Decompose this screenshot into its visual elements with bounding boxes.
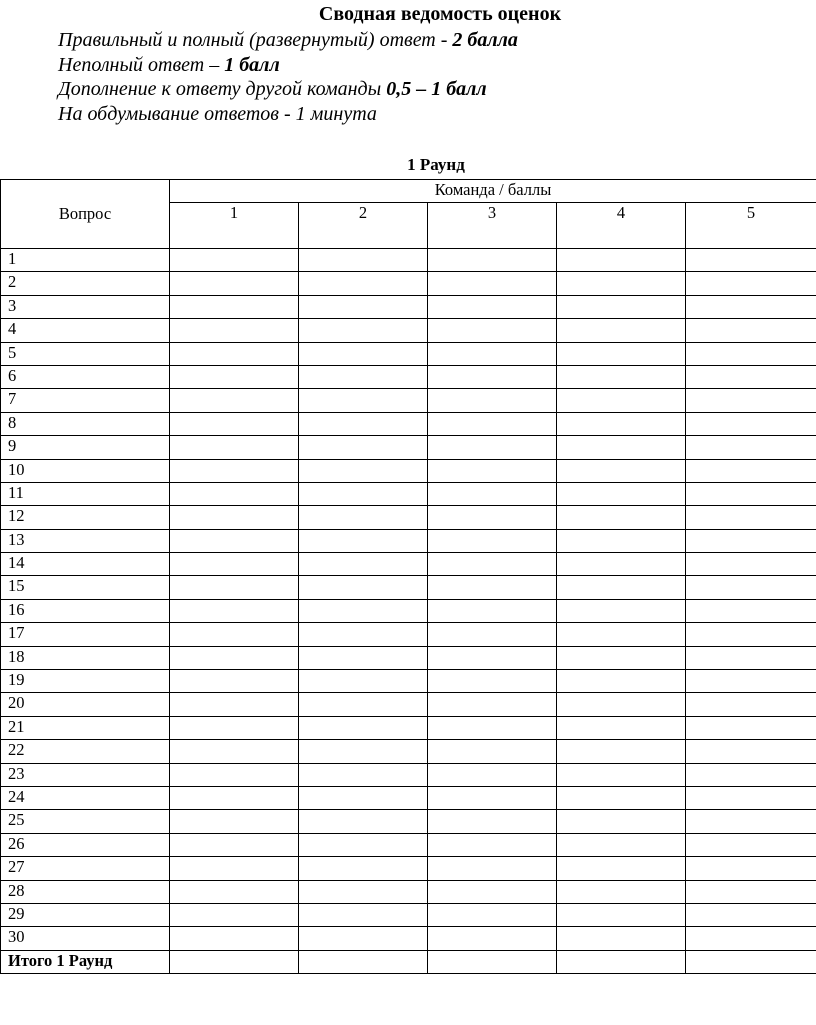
score-cell[interactable] bbox=[686, 482, 816, 505]
score-cell[interactable] bbox=[686, 436, 816, 459]
team-scores-header: Команда / баллы bbox=[170, 180, 816, 203]
score-cell[interactable] bbox=[170, 763, 299, 786]
score-cell[interactable] bbox=[557, 880, 686, 903]
table-row bbox=[1, 529, 816, 552]
table-row bbox=[1, 295, 816, 318]
score-cell[interactable] bbox=[170, 880, 299, 903]
score-cell[interactable] bbox=[428, 599, 557, 622]
score-cell[interactable] bbox=[557, 553, 686, 576]
score-cell[interactable] bbox=[299, 529, 428, 552]
team-header-cell: 1 bbox=[170, 203, 299, 249]
rule-line: Дополнение к ответу другой команды 0,5 – 1 балл bbox=[58, 78, 487, 100]
question-number: 12 bbox=[1, 506, 170, 529]
score-cell[interactable] bbox=[557, 670, 686, 693]
team-header-cell: 4 bbox=[557, 203, 686, 249]
score-cell[interactable] bbox=[170, 412, 299, 435]
question-number: 10 bbox=[1, 459, 170, 482]
table-row bbox=[1, 553, 816, 576]
score-cell[interactable] bbox=[686, 763, 816, 786]
score-cell[interactable] bbox=[299, 576, 428, 599]
total-score-cell[interactable] bbox=[557, 950, 686, 973]
score-cell[interactable] bbox=[428, 249, 557, 272]
score-cell[interactable] bbox=[428, 810, 557, 833]
question-number: 27 bbox=[1, 857, 170, 880]
table-row bbox=[1, 903, 816, 926]
question-number: 16 bbox=[1, 599, 170, 622]
score-cell[interactable] bbox=[428, 623, 557, 646]
score-cell[interactable] bbox=[170, 342, 299, 365]
score-cell[interactable] bbox=[686, 693, 816, 716]
score-cell[interactable] bbox=[170, 389, 299, 412]
total-label: Итого 1 Раунд bbox=[1, 950, 170, 973]
score-cell[interactable] bbox=[299, 763, 428, 786]
question-number: 7 bbox=[1, 389, 170, 412]
question-number: 2 bbox=[1, 272, 170, 295]
rule-line: На обдумывание ответов - 1 минута bbox=[58, 102, 377, 125]
score-cell[interactable] bbox=[170, 927, 299, 950]
question-number: 18 bbox=[1, 646, 170, 669]
table-row bbox=[1, 599, 816, 622]
score-cell[interactable] bbox=[170, 553, 299, 576]
team-header-cell: 3 bbox=[428, 203, 557, 249]
score-cell[interactable] bbox=[299, 833, 428, 856]
question-number: 23 bbox=[1, 763, 170, 786]
score-cell[interactable] bbox=[686, 786, 816, 809]
score-cell[interactable] bbox=[299, 716, 428, 739]
question-number: 25 bbox=[1, 810, 170, 833]
table-row bbox=[1, 389, 816, 412]
score-cell[interactable] bbox=[170, 623, 299, 646]
score-cell[interactable] bbox=[686, 880, 816, 903]
table-row bbox=[1, 342, 816, 365]
total-score-cell[interactable] bbox=[170, 950, 299, 973]
score-cell[interactable] bbox=[557, 833, 686, 856]
score-cell[interactable] bbox=[557, 365, 686, 388]
score-cell[interactable] bbox=[686, 249, 816, 272]
table-row bbox=[1, 272, 816, 295]
score-cell[interactable] bbox=[686, 576, 816, 599]
score-cell[interactable] bbox=[686, 716, 816, 739]
score-cell[interactable] bbox=[170, 319, 299, 342]
score-cell[interactable] bbox=[299, 693, 428, 716]
question-number: 15 bbox=[1, 576, 170, 599]
score-cell[interactable] bbox=[428, 436, 557, 459]
score-cell[interactable] bbox=[686, 623, 816, 646]
score-cell[interactable] bbox=[170, 365, 299, 388]
table-row bbox=[1, 459, 816, 482]
question-number: 26 bbox=[1, 833, 170, 856]
question-number: 29 bbox=[1, 903, 170, 926]
score-cell[interactable] bbox=[428, 529, 557, 552]
score-cell[interactable] bbox=[299, 506, 428, 529]
table-row bbox=[1, 833, 816, 856]
score-cell[interactable] bbox=[686, 903, 816, 926]
score-cell[interactable] bbox=[428, 927, 557, 950]
score-cell[interactable] bbox=[686, 553, 816, 576]
table-row bbox=[1, 693, 816, 716]
table-row bbox=[1, 810, 816, 833]
score-cell[interactable] bbox=[299, 365, 428, 388]
score-cell[interactable] bbox=[170, 272, 299, 295]
score-cell[interactable] bbox=[557, 576, 686, 599]
score-table bbox=[0, 179, 816, 974]
table-row bbox=[1, 670, 816, 693]
score-cell[interactable] bbox=[686, 365, 816, 388]
score-cell[interactable] bbox=[686, 740, 816, 763]
score-cell[interactable] bbox=[686, 833, 816, 856]
table-row bbox=[1, 927, 816, 950]
question-number: 9 bbox=[1, 436, 170, 459]
scoring-rules bbox=[58, 28, 518, 126]
score-cell[interactable] bbox=[299, 553, 428, 576]
score-cell[interactable] bbox=[428, 553, 557, 576]
score-cell[interactable] bbox=[428, 506, 557, 529]
question-number: 24 bbox=[1, 786, 170, 809]
score-cell[interactable] bbox=[428, 740, 557, 763]
score-cell[interactable] bbox=[686, 506, 816, 529]
score-cell[interactable] bbox=[428, 389, 557, 412]
score-cell[interactable] bbox=[428, 857, 557, 880]
score-cell[interactable] bbox=[557, 295, 686, 318]
question-number: 14 bbox=[1, 553, 170, 576]
question-number: 22 bbox=[1, 740, 170, 763]
score-cell[interactable] bbox=[428, 365, 557, 388]
score-cell[interactable] bbox=[428, 646, 557, 669]
total-score-cell[interactable] bbox=[428, 950, 557, 973]
question-number: 8 bbox=[1, 412, 170, 435]
score-cell[interactable] bbox=[428, 319, 557, 342]
score-cell[interactable] bbox=[557, 740, 686, 763]
score-cell[interactable] bbox=[170, 670, 299, 693]
score-cell[interactable] bbox=[557, 506, 686, 529]
score-cell[interactable] bbox=[170, 459, 299, 482]
score-cell[interactable] bbox=[299, 412, 428, 435]
score-cell[interactable] bbox=[299, 295, 428, 318]
score-cell[interactable] bbox=[299, 272, 428, 295]
score-cell[interactable] bbox=[170, 786, 299, 809]
score-cell[interactable] bbox=[299, 927, 428, 950]
score-cell[interactable] bbox=[557, 927, 686, 950]
score-cell[interactable] bbox=[299, 319, 428, 342]
score-cell[interactable] bbox=[686, 342, 816, 365]
table-row bbox=[1, 506, 816, 529]
table-row bbox=[1, 365, 816, 388]
score-cell[interactable] bbox=[170, 529, 299, 552]
score-cell[interactable] bbox=[686, 599, 816, 622]
score-cell[interactable] bbox=[557, 482, 686, 505]
score-cell[interactable] bbox=[557, 249, 686, 272]
table-row bbox=[1, 646, 816, 669]
document-title: Сводная ведомость оценок bbox=[318, 3, 562, 25]
table-row bbox=[1, 623, 816, 646]
score-cell[interactable] bbox=[170, 506, 299, 529]
score-cell[interactable] bbox=[557, 857, 686, 880]
score-cell[interactable] bbox=[299, 646, 428, 669]
score-cell[interactable] bbox=[299, 389, 428, 412]
team-header-cell: 2 bbox=[299, 203, 428, 249]
score-cell[interactable] bbox=[170, 810, 299, 833]
score-cell[interactable] bbox=[686, 389, 816, 412]
score-cell[interactable] bbox=[686, 272, 816, 295]
question-number: 3 bbox=[1, 295, 170, 318]
question-number: 20 bbox=[1, 693, 170, 716]
score-cell[interactable] bbox=[557, 529, 686, 552]
score-cell[interactable] bbox=[170, 903, 299, 926]
score-cell[interactable] bbox=[170, 646, 299, 669]
table-row bbox=[1, 436, 816, 459]
table-row bbox=[1, 412, 816, 435]
score-cell[interactable] bbox=[686, 319, 816, 342]
table-row bbox=[1, 880, 816, 903]
table-row bbox=[1, 740, 816, 763]
score-cell[interactable] bbox=[170, 482, 299, 505]
score-cell[interactable] bbox=[557, 623, 686, 646]
score-cell[interactable] bbox=[557, 319, 686, 342]
score-cell[interactable] bbox=[299, 786, 428, 809]
score-cell[interactable] bbox=[428, 342, 557, 365]
score-cell[interactable] bbox=[686, 857, 816, 880]
score-cell[interactable] bbox=[170, 833, 299, 856]
question-number: 28 bbox=[1, 880, 170, 903]
score-cell[interactable] bbox=[557, 342, 686, 365]
score-cell[interactable] bbox=[299, 249, 428, 272]
score-cell[interactable] bbox=[428, 880, 557, 903]
round-title: 1 Раунд bbox=[407, 155, 465, 174]
total-row bbox=[1, 950, 816, 973]
rule-line: Правильный и полный (развернутый) ответ - 2 балла bbox=[58, 29, 518, 51]
score-cell[interactable] bbox=[557, 646, 686, 669]
score-cell[interactable] bbox=[557, 389, 686, 412]
score-cell[interactable] bbox=[170, 599, 299, 622]
table-row bbox=[1, 716, 816, 739]
score-cell[interactable] bbox=[299, 342, 428, 365]
score-cell[interactable] bbox=[686, 459, 816, 482]
score-cell[interactable] bbox=[557, 786, 686, 809]
team-header-cell: 5 bbox=[686, 203, 816, 249]
question-number: 30 bbox=[1, 927, 170, 950]
score-cell[interactable] bbox=[428, 576, 557, 599]
table-row bbox=[1, 319, 816, 342]
score-cell[interactable] bbox=[428, 903, 557, 926]
question-column-header: Вопрос bbox=[1, 180, 170, 249]
score-cell[interactable] bbox=[428, 412, 557, 435]
question-number: 17 bbox=[1, 623, 170, 646]
score-cell[interactable] bbox=[557, 436, 686, 459]
table-row bbox=[1, 482, 816, 505]
score-cell[interactable] bbox=[299, 880, 428, 903]
score-cell[interactable] bbox=[170, 716, 299, 739]
score-cell[interactable] bbox=[428, 833, 557, 856]
table-row bbox=[1, 786, 816, 809]
score-cell[interactable] bbox=[557, 412, 686, 435]
question-number: 19 bbox=[1, 670, 170, 693]
question-number: 11 bbox=[1, 482, 170, 505]
score-cell[interactable] bbox=[686, 670, 816, 693]
question-number: 13 bbox=[1, 529, 170, 552]
score-cell[interactable] bbox=[170, 693, 299, 716]
score-cell[interactable] bbox=[428, 295, 557, 318]
question-number: 4 bbox=[1, 319, 170, 342]
question-number: 1 bbox=[1, 249, 170, 272]
total-score-cell[interactable] bbox=[299, 950, 428, 973]
score-cell[interactable] bbox=[686, 810, 816, 833]
score-cell[interactable] bbox=[428, 482, 557, 505]
score-cell[interactable] bbox=[299, 810, 428, 833]
score-cell[interactable] bbox=[170, 576, 299, 599]
score-cell[interactable] bbox=[299, 670, 428, 693]
score-cell[interactable] bbox=[170, 436, 299, 459]
question-number: 6 bbox=[1, 365, 170, 388]
score-cell[interactable] bbox=[686, 412, 816, 435]
score-cell[interactable] bbox=[428, 716, 557, 739]
table-row bbox=[1, 857, 816, 880]
score-cell[interactable] bbox=[686, 529, 816, 552]
score-cell[interactable] bbox=[557, 599, 686, 622]
score-cell[interactable] bbox=[686, 927, 816, 950]
question-number: 5 bbox=[1, 342, 170, 365]
score-cell[interactable] bbox=[428, 786, 557, 809]
score-cell[interactable] bbox=[557, 716, 686, 739]
score-cell[interactable] bbox=[170, 295, 299, 318]
score-cell[interactable] bbox=[686, 295, 816, 318]
table-row bbox=[1, 576, 816, 599]
score-cell[interactable] bbox=[299, 903, 428, 926]
score-cell[interactable] bbox=[557, 272, 686, 295]
score-cell[interactable] bbox=[170, 857, 299, 880]
table-row bbox=[1, 249, 816, 272]
table-row bbox=[1, 763, 816, 786]
question-number: 21 bbox=[1, 716, 170, 739]
score-cell[interactable] bbox=[428, 459, 557, 482]
score-cell[interactable] bbox=[299, 740, 428, 763]
score-cell[interactable] bbox=[686, 646, 816, 669]
score-cell[interactable] bbox=[428, 693, 557, 716]
score-cell[interactable] bbox=[557, 459, 686, 482]
score-cell[interactable] bbox=[299, 857, 428, 880]
total-score-cell[interactable] bbox=[686, 950, 816, 973]
score-cell[interactable] bbox=[299, 599, 428, 622]
score-cell[interactable] bbox=[299, 459, 428, 482]
score-cell[interactable] bbox=[557, 810, 686, 833]
score-cell[interactable] bbox=[428, 763, 557, 786]
score-cell[interactable] bbox=[299, 623, 428, 646]
score-cell[interactable] bbox=[557, 903, 686, 926]
score-cell[interactable] bbox=[170, 249, 299, 272]
score-cell[interactable] bbox=[557, 693, 686, 716]
score-cell[interactable] bbox=[170, 740, 299, 763]
score-cell[interactable] bbox=[557, 763, 686, 786]
score-cell[interactable] bbox=[299, 436, 428, 459]
score-cell[interactable] bbox=[428, 670, 557, 693]
score-cell[interactable] bbox=[299, 482, 428, 505]
score-cell[interactable] bbox=[428, 272, 557, 295]
rule-line: Неполный ответ – 1 балл bbox=[58, 53, 280, 76]
